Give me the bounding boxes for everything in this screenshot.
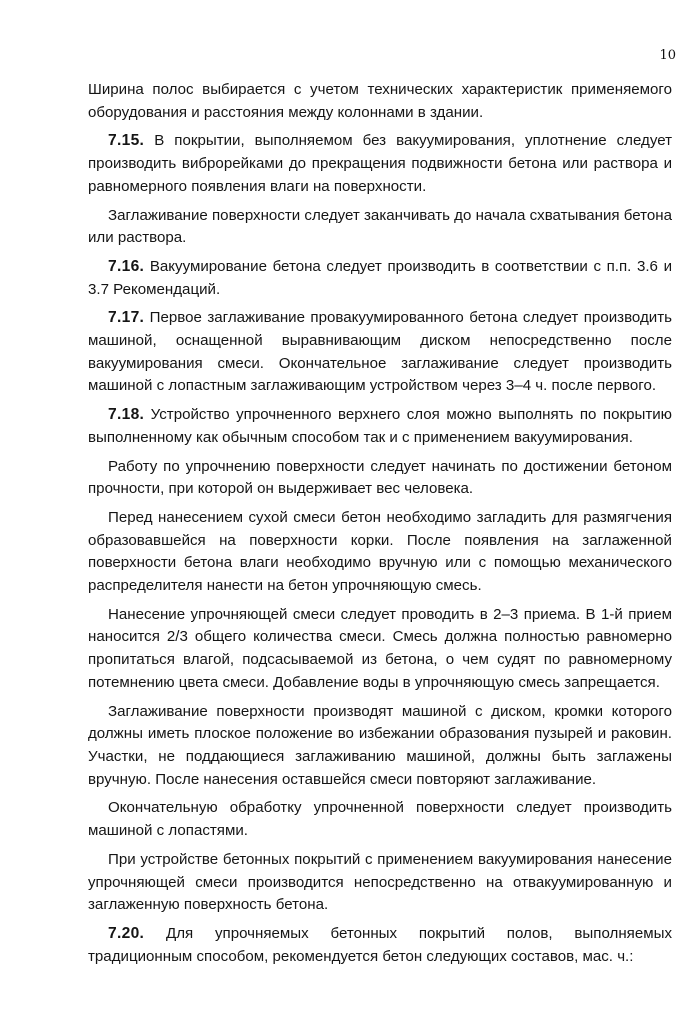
paragraph-text: Работу по упрочнению поверхности следует начинать по достижении бетоном прочности, при которой он выдерживает вес человека. (88, 457, 672, 498)
paragraph (88, 604, 672, 695)
paragraph-text: Для упрочняемых бетонных покрытий полов, выполняемых традиционным способом, рекомендуется бетон следующих составов, мас. ч.: (88, 924, 672, 965)
paragraph-text: Окончательную обработку упрочненной поверхности следует производить машиной с лопастями. (88, 799, 672, 840)
paragraph (88, 797, 672, 842)
clause-7-16 (88, 256, 672, 301)
paragraph-text: Первое заглаживание провакуумированного бетона следует производить машиной, оснащенной выравнивающим диском непосредственно после вакуумирования смеси. Окончательное заглаживание следует производить машиной с лопастным заглаживающим устройством через 3–4 ч. после первого. (88, 309, 672, 395)
clause-7-17 (88, 307, 672, 398)
clause-number: 7.18. (108, 406, 145, 424)
paragraph-text: При устройстве бетонных покрытий с применением вакуумирования нанесение упрочняющей смеси производится непосредственно на отвакуумированную и заглаженную поверхность бетона. (88, 850, 672, 914)
paragraph-text: Перед нанесением сухой смеси бетон необходимо загладить для размягчения образовавшейся на поверхности корки. После появления на заглаженной поверхности бетона влаги необходимо вручную или с помощью механического распределителя нанести на бетон упрочняющую смесь. (88, 508, 672, 595)
clause-7-15 (88, 130, 672, 198)
paragraph (88, 507, 672, 598)
clause-number: 7.20. (108, 924, 145, 942)
clause-number: 7.17. (108, 309, 145, 327)
document-body (88, 79, 672, 971)
paragraph-text: Заглаживание поверхности следует заканчивать до начала схватывания бетона или раствора. (88, 206, 672, 247)
paragraph-text: Вакуумирование бетона следует производить в соответствии с п.п. 3.6 и 3.7 Рекомендаций. (88, 257, 672, 298)
paragraph (88, 79, 672, 124)
paragraph-text: Заглаживание поверхности производят машиной с диском, кромки которого должны иметь плоское положение во избежании образования пузырей и раковин. Участки, не поддающиеся заглаживанию машиной, должны быть заглажены вручную. После нанесения оставшейся смеси повторяют заглаживание. (88, 702, 672, 788)
paragraph-text: Нанесение упрочняющей смеси следует проводить в 2–3 приема. В 1-й прием наносится 2/3 общего количества смеси. Смесь должна полностью равномерно пропитаться влагой, подсасываемой из бетона, о чем судят по равномерному потемнению цвета смеси. Добавление воды в упрочняющую смесь запрещается. (88, 605, 672, 691)
paragraph-text: В покрытии, выполняемом без вакуумирования, уплотнение следует производить виброрейками до прекращения подвижности бетона или раствора и равномерного появления влаги на поверхности. (88, 132, 672, 195)
paragraph (88, 205, 672, 250)
paragraph (88, 701, 672, 792)
paragraph (88, 456, 672, 501)
paragraph (88, 849, 672, 917)
paragraph-text: Устройство упрочненного верхнего слоя можно выполнять по покрытию выполненному как обычным способом так и с применением вакуумирования. (88, 406, 672, 446)
clause-7-20 (88, 923, 672, 968)
clause-7-18 (88, 404, 672, 449)
paragraph-text: Ширина полос выбирается с учетом технических характеристик применяемого оборудования и расстояния между колоннами в здании. (88, 81, 672, 121)
clause-number: 7.15. (108, 132, 145, 150)
clause-number: 7.16. (108, 257, 145, 275)
page-number: 10 (659, 48, 676, 63)
